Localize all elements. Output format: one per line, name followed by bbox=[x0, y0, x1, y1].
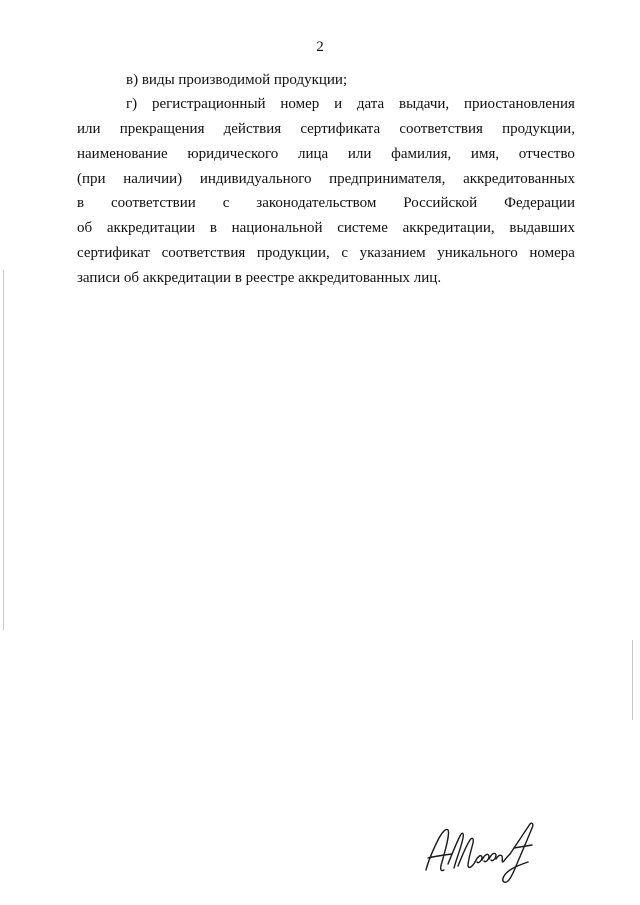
word: в bbox=[77, 195, 85, 211]
word: сертификата bbox=[300, 121, 381, 137]
word: прекращения bbox=[119, 121, 205, 137]
scan-edge-mark-left bbox=[3, 270, 4, 630]
list-item-v: в) виды производимой продукции; bbox=[126, 72, 348, 88]
word: соответствия bbox=[161, 245, 246, 261]
list-item-g-line-1 bbox=[126, 95, 575, 113]
list-item-g-line-4 bbox=[77, 170, 575, 188]
list-item-g-line-2 bbox=[77, 120, 575, 138]
word: сертификат bbox=[77, 245, 151, 261]
word: имя, bbox=[470, 146, 500, 162]
list-item-g-line-5 bbox=[77, 194, 575, 212]
word: (при bbox=[77, 171, 106, 187]
word: об bbox=[77, 220, 93, 236]
word: продукции, bbox=[256, 245, 330, 261]
word: или bbox=[347, 146, 372, 162]
word: юридического bbox=[187, 146, 279, 162]
word: приостановления bbox=[463, 96, 575, 112]
word: с bbox=[341, 245, 349, 261]
word: в bbox=[209, 220, 217, 236]
page-number: 2 bbox=[316, 39, 324, 55]
list-item-g-line-8: записи об аккредитации в реестре аккредитованных лиц. bbox=[77, 270, 442, 286]
word: Федерации bbox=[504, 195, 575, 211]
list-item-g-line-3 bbox=[77, 145, 575, 163]
signature-image bbox=[418, 818, 548, 888]
word: наличии) bbox=[123, 171, 183, 187]
word: действия bbox=[223, 121, 282, 137]
word: системе bbox=[337, 220, 388, 236]
word: указанием bbox=[359, 245, 426, 261]
word: уникального bbox=[437, 245, 518, 261]
word: и bbox=[334, 96, 343, 112]
word: номера bbox=[529, 245, 575, 261]
word: соответствии bbox=[111, 195, 196, 211]
word: отчество bbox=[518, 146, 575, 162]
word: с bbox=[222, 195, 230, 211]
word: дата bbox=[356, 96, 385, 112]
word: соответствия bbox=[399, 121, 483, 137]
word: аккредитации bbox=[106, 220, 196, 236]
word: национальной bbox=[231, 220, 323, 236]
word: Российской bbox=[403, 195, 478, 211]
word: индивидуального bbox=[199, 171, 312, 187]
word: предпринимателя, bbox=[329, 171, 446, 187]
word: лица bbox=[298, 146, 329, 162]
word: номер bbox=[280, 96, 320, 112]
word: аккредитации, bbox=[402, 220, 495, 236]
word: регистрационный bbox=[151, 96, 266, 112]
list-item-g-line-6 bbox=[77, 219, 575, 237]
list-item-g-line-7 bbox=[77, 244, 575, 262]
word: выдавших bbox=[509, 220, 575, 236]
word: наименование bbox=[77, 146, 168, 162]
word: или bbox=[77, 121, 101, 137]
word: выдачи, bbox=[399, 96, 450, 112]
scan-edge-mark-right bbox=[632, 640, 633, 720]
word: законодательством bbox=[256, 195, 377, 211]
word: фамилия, bbox=[391, 146, 452, 162]
word: продукции, bbox=[502, 121, 575, 137]
word: г) bbox=[126, 96, 138, 112]
word: аккредитованных bbox=[463, 171, 575, 187]
